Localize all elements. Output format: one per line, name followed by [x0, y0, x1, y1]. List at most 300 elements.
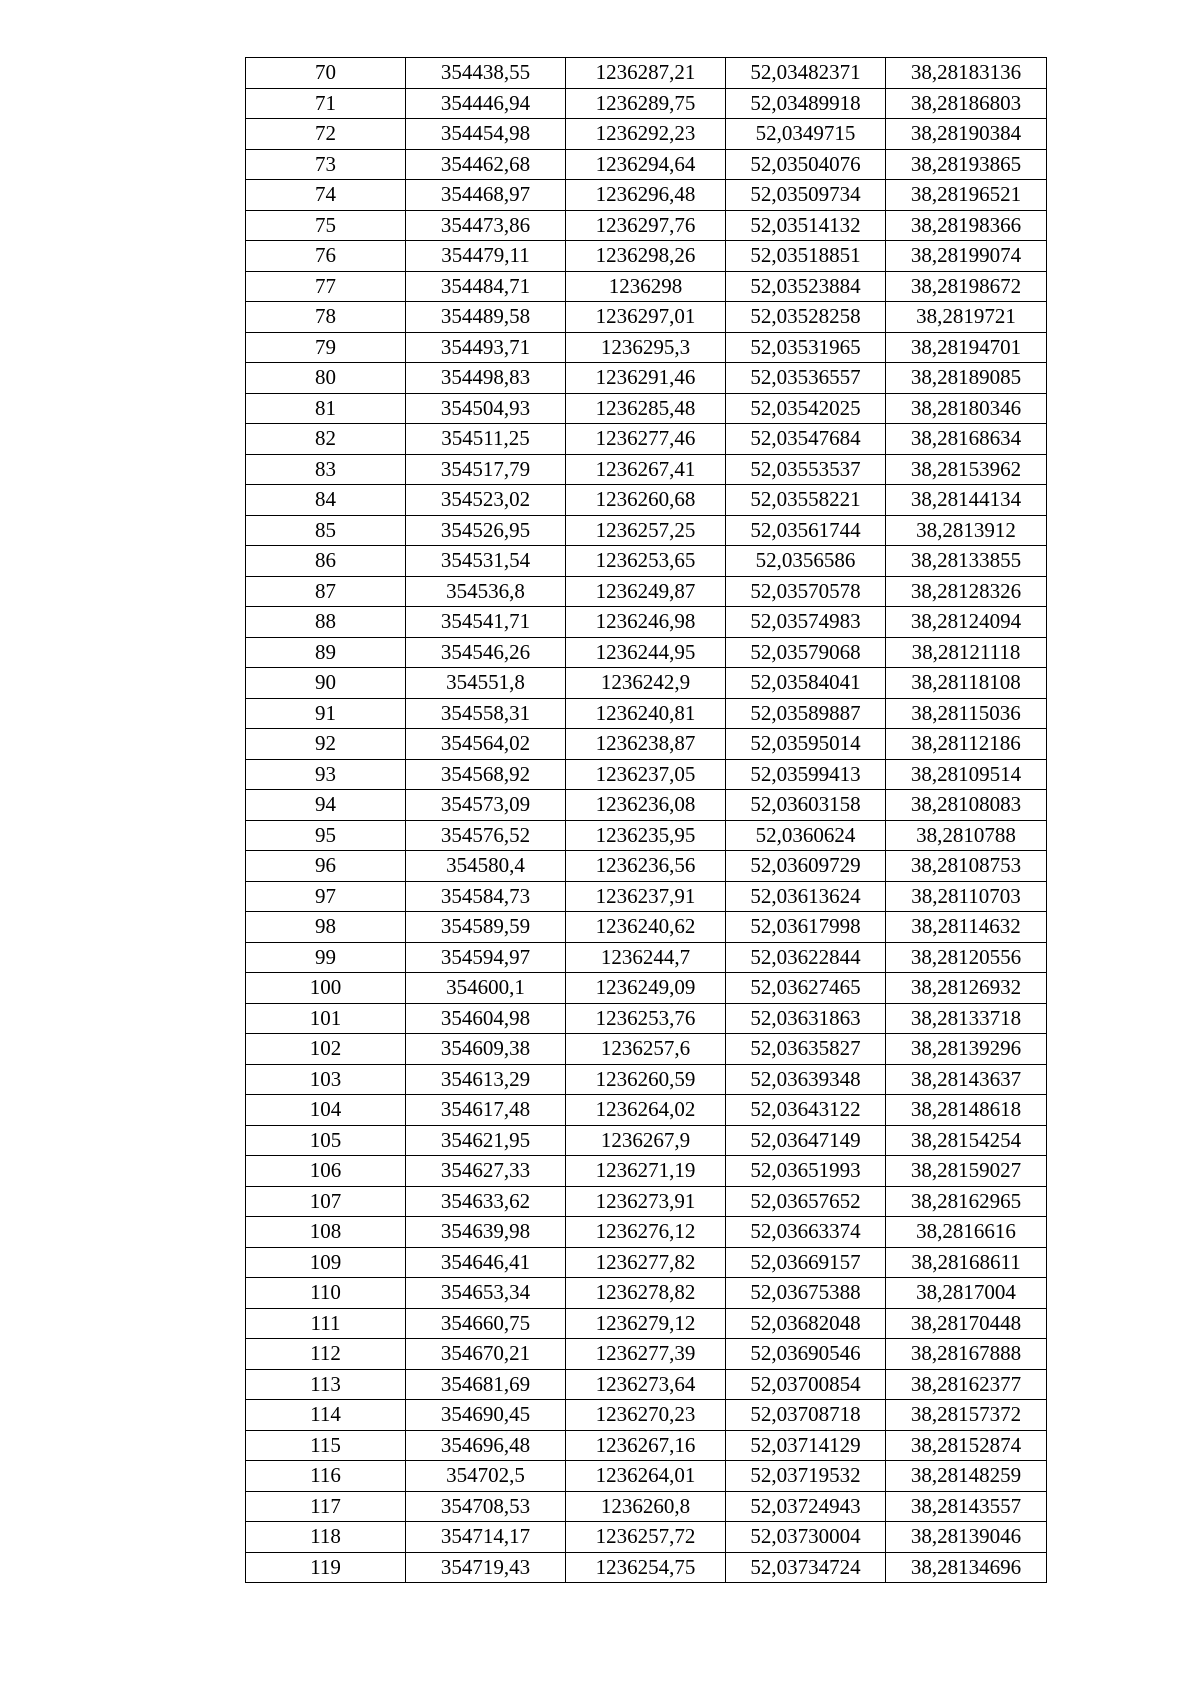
longitude-cell: 38,28110703	[886, 881, 1047, 912]
x-coordinate-cell: 354576,52	[406, 820, 566, 851]
y-coordinate-cell: 1236298,26	[566, 241, 726, 272]
table-row	[246, 1003, 1047, 1034]
y-coordinate-cell: 1236249,09	[566, 973, 726, 1004]
y-coordinate-cell: 1236236,08	[566, 790, 726, 821]
point-number-cell: 85	[246, 515, 406, 546]
table-row	[246, 180, 1047, 211]
longitude-cell: 38,28134696	[886, 1552, 1047, 1583]
latitude-cell: 52,03523884	[726, 271, 886, 302]
table-row	[246, 363, 1047, 394]
y-coordinate-cell: 1236260,59	[566, 1064, 726, 1095]
point-number-cell: 86	[246, 546, 406, 577]
longitude-cell: 38,28139296	[886, 1034, 1047, 1065]
point-number-cell: 108	[246, 1217, 406, 1248]
latitude-cell: 52,03617998	[726, 912, 886, 943]
x-coordinate-cell: 354681,69	[406, 1369, 566, 1400]
longitude-cell: 38,28118108	[886, 668, 1047, 699]
longitude-cell: 38,2810788	[886, 820, 1047, 851]
latitude-cell: 52,03558221	[726, 485, 886, 516]
x-coordinate-cell: 354564,02	[406, 729, 566, 760]
y-coordinate-cell: 1236291,46	[566, 363, 726, 394]
x-coordinate-cell: 354633,62	[406, 1186, 566, 1217]
y-coordinate-cell: 1236271,19	[566, 1156, 726, 1187]
latitude-cell: 52,03599413	[726, 759, 886, 790]
latitude-cell: 52,03603158	[726, 790, 886, 821]
x-coordinate-cell: 354573,09	[406, 790, 566, 821]
y-coordinate-cell: 1236244,95	[566, 637, 726, 668]
point-number-cell: 110	[246, 1278, 406, 1309]
latitude-cell: 52,03514132	[726, 210, 886, 241]
table-row	[246, 820, 1047, 851]
longitude-cell: 38,28114632	[886, 912, 1047, 943]
x-coordinate-cell: 354462,68	[406, 149, 566, 180]
x-coordinate-cell: 354613,29	[406, 1064, 566, 1095]
latitude-cell: 52,0360624	[726, 820, 886, 851]
table-row	[246, 1217, 1047, 1248]
table-row	[246, 912, 1047, 943]
point-number-cell: 94	[246, 790, 406, 821]
longitude-cell: 38,28196521	[886, 180, 1047, 211]
table-row	[246, 485, 1047, 516]
table-row	[246, 729, 1047, 760]
latitude-cell: 52,0349715	[726, 119, 886, 150]
longitude-cell: 38,28194701	[886, 332, 1047, 363]
point-number-cell: 116	[246, 1461, 406, 1492]
x-coordinate-cell: 354511,25	[406, 424, 566, 455]
point-number-cell: 117	[246, 1491, 406, 1522]
longitude-cell: 38,28108083	[886, 790, 1047, 821]
point-number-cell: 104	[246, 1095, 406, 1126]
longitude-cell: 38,28143557	[886, 1491, 1047, 1522]
latitude-cell: 52,03553537	[726, 454, 886, 485]
coordinates-table-body	[246, 58, 1047, 1583]
latitude-cell: 52,03627465	[726, 973, 886, 1004]
longitude-cell: 38,28112186	[886, 729, 1047, 760]
x-coordinate-cell: 354468,97	[406, 180, 566, 211]
latitude-cell: 52,03482371	[726, 58, 886, 89]
point-number-cell: 92	[246, 729, 406, 760]
y-coordinate-cell: 1236257,25	[566, 515, 726, 546]
latitude-cell: 52,03518851	[726, 241, 886, 272]
longitude-cell: 38,28162377	[886, 1369, 1047, 1400]
latitude-cell: 52,03719532	[726, 1461, 886, 1492]
latitude-cell: 52,03570578	[726, 576, 886, 607]
table-row	[246, 302, 1047, 333]
latitude-cell: 52,03700854	[726, 1369, 886, 1400]
latitude-cell: 52,03504076	[726, 149, 886, 180]
point-number-cell: 98	[246, 912, 406, 943]
y-coordinate-cell: 1236279,12	[566, 1308, 726, 1339]
latitude-cell: 52,03536557	[726, 363, 886, 394]
table-row	[246, 332, 1047, 363]
x-coordinate-cell: 354473,86	[406, 210, 566, 241]
longitude-cell: 38,28190384	[886, 119, 1047, 150]
x-coordinate-cell: 354621,95	[406, 1125, 566, 1156]
longitude-cell: 38,28143637	[886, 1064, 1047, 1095]
y-coordinate-cell: 1236257,72	[566, 1522, 726, 1553]
x-coordinate-cell: 354696,48	[406, 1430, 566, 1461]
longitude-cell: 38,28153962	[886, 454, 1047, 485]
table-row	[246, 149, 1047, 180]
y-coordinate-cell: 1236267,16	[566, 1430, 726, 1461]
latitude-cell: 52,03489918	[726, 88, 886, 119]
point-number-cell: 99	[246, 942, 406, 973]
y-coordinate-cell: 1236298	[566, 271, 726, 302]
table-row	[246, 973, 1047, 1004]
x-coordinate-cell: 354708,53	[406, 1491, 566, 1522]
coordinates-table	[245, 57, 1047, 1583]
table-row	[246, 271, 1047, 302]
latitude-cell: 52,03609729	[726, 851, 886, 882]
y-coordinate-cell: 1236244,7	[566, 942, 726, 973]
y-coordinate-cell: 1236292,23	[566, 119, 726, 150]
x-coordinate-cell: 354454,98	[406, 119, 566, 150]
latitude-cell: 52,03714129	[726, 1430, 886, 1461]
table-row	[246, 58, 1047, 89]
latitude-cell: 52,03675388	[726, 1278, 886, 1309]
point-number-cell: 75	[246, 210, 406, 241]
latitude-cell: 52,03639348	[726, 1064, 886, 1095]
point-number-cell: 84	[246, 485, 406, 516]
y-coordinate-cell: 1236260,8	[566, 1491, 726, 1522]
point-number-cell: 73	[246, 149, 406, 180]
x-coordinate-cell: 354446,94	[406, 88, 566, 119]
longitude-cell: 38,28121118	[886, 637, 1047, 668]
x-coordinate-cell: 354517,79	[406, 454, 566, 485]
x-coordinate-cell: 354670,21	[406, 1339, 566, 1370]
y-coordinate-cell: 1236254,75	[566, 1552, 726, 1583]
table-row	[246, 1064, 1047, 1095]
longitude-cell: 38,2816616	[886, 1217, 1047, 1248]
table-row	[246, 454, 1047, 485]
point-number-cell: 90	[246, 668, 406, 699]
x-coordinate-cell: 354568,92	[406, 759, 566, 790]
latitude-cell: 52,03613624	[726, 881, 886, 912]
latitude-cell: 52,03734724	[726, 1552, 886, 1583]
table-row	[246, 1461, 1047, 1492]
y-coordinate-cell: 1236264,01	[566, 1461, 726, 1492]
latitude-cell: 52,03657652	[726, 1186, 886, 1217]
table-row	[246, 1034, 1047, 1065]
latitude-cell: 52,03622844	[726, 942, 886, 973]
point-number-cell: 114	[246, 1400, 406, 1431]
longitude-cell: 38,28126932	[886, 973, 1047, 1004]
x-coordinate-cell: 354531,54	[406, 546, 566, 577]
table-row	[246, 851, 1047, 882]
longitude-cell: 38,28157372	[886, 1400, 1047, 1431]
x-coordinate-cell: 354541,71	[406, 607, 566, 638]
point-number-cell: 70	[246, 58, 406, 89]
table-row	[246, 1491, 1047, 1522]
x-coordinate-cell: 354526,95	[406, 515, 566, 546]
point-number-cell: 76	[246, 241, 406, 272]
table-row	[246, 790, 1047, 821]
point-number-cell: 119	[246, 1552, 406, 1583]
y-coordinate-cell: 1236273,64	[566, 1369, 726, 1400]
x-coordinate-cell: 354639,98	[406, 1217, 566, 1248]
x-coordinate-cell: 354690,45	[406, 1400, 566, 1431]
table-row	[246, 1247, 1047, 1278]
y-coordinate-cell: 1236287,21	[566, 58, 726, 89]
longitude-cell: 38,2819721	[886, 302, 1047, 333]
longitude-cell: 38,28159027	[886, 1156, 1047, 1187]
longitude-cell: 38,2813912	[886, 515, 1047, 546]
point-number-cell: 101	[246, 1003, 406, 1034]
latitude-cell: 52,03561744	[726, 515, 886, 546]
longitude-cell: 38,28198672	[886, 271, 1047, 302]
table-row	[246, 881, 1047, 912]
y-coordinate-cell: 1236260,68	[566, 485, 726, 516]
x-coordinate-cell: 354504,93	[406, 393, 566, 424]
y-coordinate-cell: 1236295,3	[566, 332, 726, 363]
latitude-cell: 52,03682048	[726, 1308, 886, 1339]
point-number-cell: 80	[246, 363, 406, 394]
table-row	[246, 241, 1047, 272]
y-coordinate-cell: 1236242,9	[566, 668, 726, 699]
y-coordinate-cell: 1236289,75	[566, 88, 726, 119]
y-coordinate-cell: 1236276,12	[566, 1217, 726, 1248]
longitude-cell: 38,28152874	[886, 1430, 1047, 1461]
x-coordinate-cell: 354489,58	[406, 302, 566, 333]
x-coordinate-cell: 354594,97	[406, 942, 566, 973]
latitude-cell: 52,03663374	[726, 1217, 886, 1248]
point-number-cell: 91	[246, 698, 406, 729]
table-row	[246, 210, 1047, 241]
y-coordinate-cell: 1236237,91	[566, 881, 726, 912]
table-row	[246, 1430, 1047, 1461]
point-number-cell: 97	[246, 881, 406, 912]
point-number-cell: 95	[246, 820, 406, 851]
point-number-cell: 87	[246, 576, 406, 607]
table-row	[246, 424, 1047, 455]
y-coordinate-cell: 1236277,82	[566, 1247, 726, 1278]
x-coordinate-cell: 354617,48	[406, 1095, 566, 1126]
x-coordinate-cell: 354660,75	[406, 1308, 566, 1339]
point-number-cell: 115	[246, 1430, 406, 1461]
latitude-cell: 52,0356586	[726, 546, 886, 577]
x-coordinate-cell: 354493,71	[406, 332, 566, 363]
latitude-cell: 52,03690546	[726, 1339, 886, 1370]
table-row	[246, 942, 1047, 973]
table-row	[246, 668, 1047, 699]
table-row	[246, 1186, 1047, 1217]
latitude-cell: 52,03643122	[726, 1095, 886, 1126]
table-row	[246, 515, 1047, 546]
table-row	[246, 119, 1047, 150]
y-coordinate-cell: 1236267,41	[566, 454, 726, 485]
x-coordinate-cell: 354600,1	[406, 973, 566, 1004]
longitude-cell: 38,28189085	[886, 363, 1047, 394]
y-coordinate-cell: 1236294,64	[566, 149, 726, 180]
latitude-cell: 52,03647149	[726, 1125, 886, 1156]
point-number-cell: 83	[246, 454, 406, 485]
y-coordinate-cell: 1236257,6	[566, 1034, 726, 1065]
x-coordinate-cell: 354523,02	[406, 485, 566, 516]
x-coordinate-cell: 354719,43	[406, 1552, 566, 1583]
point-number-cell: 93	[246, 759, 406, 790]
table-row	[246, 1369, 1047, 1400]
longitude-cell: 38,28120556	[886, 942, 1047, 973]
longitude-cell: 38,28183136	[886, 58, 1047, 89]
table-row	[246, 759, 1047, 790]
x-coordinate-cell: 354646,41	[406, 1247, 566, 1278]
y-coordinate-cell: 1236278,82	[566, 1278, 726, 1309]
table-row	[246, 1156, 1047, 1187]
longitude-cell: 38,28109514	[886, 759, 1047, 790]
point-number-cell: 107	[246, 1186, 406, 1217]
latitude-cell: 52,03574983	[726, 607, 886, 638]
point-number-cell: 102	[246, 1034, 406, 1065]
y-coordinate-cell: 1236238,87	[566, 729, 726, 760]
x-coordinate-cell: 354584,73	[406, 881, 566, 912]
y-coordinate-cell: 1236264,02	[566, 1095, 726, 1126]
longitude-cell: 38,28133718	[886, 1003, 1047, 1034]
x-coordinate-cell: 354580,4	[406, 851, 566, 882]
table-row	[246, 1095, 1047, 1126]
table-row	[246, 576, 1047, 607]
x-coordinate-cell: 354438,55	[406, 58, 566, 89]
y-coordinate-cell: 1236297,01	[566, 302, 726, 333]
longitude-cell: 38,28162965	[886, 1186, 1047, 1217]
table-row	[246, 637, 1047, 668]
x-coordinate-cell: 354627,33	[406, 1156, 566, 1187]
latitude-cell: 52,03531965	[726, 332, 886, 363]
point-number-cell: 88	[246, 607, 406, 638]
table-row	[246, 1522, 1047, 1553]
latitude-cell: 52,03708718	[726, 1400, 886, 1431]
y-coordinate-cell: 1236236,56	[566, 851, 726, 882]
point-number-cell: 105	[246, 1125, 406, 1156]
latitude-cell: 52,03669157	[726, 1247, 886, 1278]
point-number-cell: 100	[246, 973, 406, 1004]
point-number-cell: 109	[246, 1247, 406, 1278]
table-row	[246, 1278, 1047, 1309]
x-coordinate-cell: 354714,17	[406, 1522, 566, 1553]
point-number-cell: 112	[246, 1339, 406, 1370]
latitude-cell: 52,03542025	[726, 393, 886, 424]
x-coordinate-cell: 354546,26	[406, 637, 566, 668]
point-number-cell: 96	[246, 851, 406, 882]
longitude-cell: 38,28168611	[886, 1247, 1047, 1278]
longitude-cell: 38,28139046	[886, 1522, 1047, 1553]
latitude-cell: 52,03589887	[726, 698, 886, 729]
y-coordinate-cell: 1236240,62	[566, 912, 726, 943]
point-number-cell: 106	[246, 1156, 406, 1187]
y-coordinate-cell: 1236237,05	[566, 759, 726, 790]
table-row	[246, 1552, 1047, 1583]
x-coordinate-cell: 354604,98	[406, 1003, 566, 1034]
y-coordinate-cell: 1236277,46	[566, 424, 726, 455]
table-row	[246, 698, 1047, 729]
y-coordinate-cell: 1236246,98	[566, 607, 726, 638]
point-number-cell: 79	[246, 332, 406, 363]
x-coordinate-cell: 354551,8	[406, 668, 566, 699]
point-number-cell: 71	[246, 88, 406, 119]
y-coordinate-cell: 1236253,76	[566, 1003, 726, 1034]
latitude-cell: 52,03509734	[726, 180, 886, 211]
y-coordinate-cell: 1236277,39	[566, 1339, 726, 1370]
y-coordinate-cell: 1236249,87	[566, 576, 726, 607]
latitude-cell: 52,03635827	[726, 1034, 886, 1065]
longitude-cell: 38,28148259	[886, 1461, 1047, 1492]
longitude-cell: 38,28168634	[886, 424, 1047, 455]
point-number-cell: 111	[246, 1308, 406, 1339]
latitude-cell: 52,03547684	[726, 424, 886, 455]
x-coordinate-cell: 354653,34	[406, 1278, 566, 1309]
x-coordinate-cell: 354536,8	[406, 576, 566, 607]
latitude-cell: 52,03651993	[726, 1156, 886, 1187]
y-coordinate-cell: 1236285,48	[566, 393, 726, 424]
latitude-cell: 52,03724943	[726, 1491, 886, 1522]
longitude-cell: 38,28108753	[886, 851, 1047, 882]
point-number-cell: 74	[246, 180, 406, 211]
point-number-cell: 89	[246, 637, 406, 668]
longitude-cell: 38,28148618	[886, 1095, 1047, 1126]
table-row	[246, 1125, 1047, 1156]
x-coordinate-cell: 354479,11	[406, 241, 566, 272]
longitude-cell: 38,28154254	[886, 1125, 1047, 1156]
x-coordinate-cell: 354484,71	[406, 271, 566, 302]
x-coordinate-cell: 354589,59	[406, 912, 566, 943]
table-row	[246, 1400, 1047, 1431]
table-row	[246, 546, 1047, 577]
longitude-cell: 38,28186803	[886, 88, 1047, 119]
point-number-cell: 78	[246, 302, 406, 333]
y-coordinate-cell: 1236273,91	[566, 1186, 726, 1217]
point-number-cell: 81	[246, 393, 406, 424]
longitude-cell: 38,28167888	[886, 1339, 1047, 1370]
longitude-cell: 38,28115036	[886, 698, 1047, 729]
y-coordinate-cell: 1236297,76	[566, 210, 726, 241]
y-coordinate-cell: 1236270,23	[566, 1400, 726, 1431]
y-coordinate-cell: 1236253,65	[566, 546, 726, 577]
point-number-cell: 82	[246, 424, 406, 455]
longitude-cell: 38,28128326	[886, 576, 1047, 607]
latitude-cell: 52,03584041	[726, 668, 886, 699]
table-row	[246, 393, 1047, 424]
longitude-cell: 38,28144134	[886, 485, 1047, 516]
longitude-cell: 38,2817004	[886, 1278, 1047, 1309]
longitude-cell: 38,28198366	[886, 210, 1047, 241]
x-coordinate-cell: 354609,38	[406, 1034, 566, 1065]
y-coordinate-cell: 1236296,48	[566, 180, 726, 211]
point-number-cell: 72	[246, 119, 406, 150]
latitude-cell: 52,03631863	[726, 1003, 886, 1034]
table-row	[246, 1308, 1047, 1339]
point-number-cell: 103	[246, 1064, 406, 1095]
longitude-cell: 38,28199074	[886, 241, 1047, 272]
x-coordinate-cell: 354558,31	[406, 698, 566, 729]
longitude-cell: 38,28124094	[886, 607, 1047, 638]
longitude-cell: 38,28133855	[886, 546, 1047, 577]
x-coordinate-cell: 354702,5	[406, 1461, 566, 1492]
table-row	[246, 88, 1047, 119]
latitude-cell: 52,03528258	[726, 302, 886, 333]
point-number-cell: 113	[246, 1369, 406, 1400]
point-number-cell: 77	[246, 271, 406, 302]
latitude-cell: 52,03595014	[726, 729, 886, 760]
latitude-cell: 52,03579068	[726, 637, 886, 668]
longitude-cell: 38,28180346	[886, 393, 1047, 424]
latitude-cell: 52,03730004	[726, 1522, 886, 1553]
y-coordinate-cell: 1236235,95	[566, 820, 726, 851]
table-row	[246, 1339, 1047, 1370]
table-row	[246, 607, 1047, 638]
y-coordinate-cell: 1236267,9	[566, 1125, 726, 1156]
y-coordinate-cell: 1236240,81	[566, 698, 726, 729]
x-coordinate-cell: 354498,83	[406, 363, 566, 394]
longitude-cell: 38,28193865	[886, 149, 1047, 180]
